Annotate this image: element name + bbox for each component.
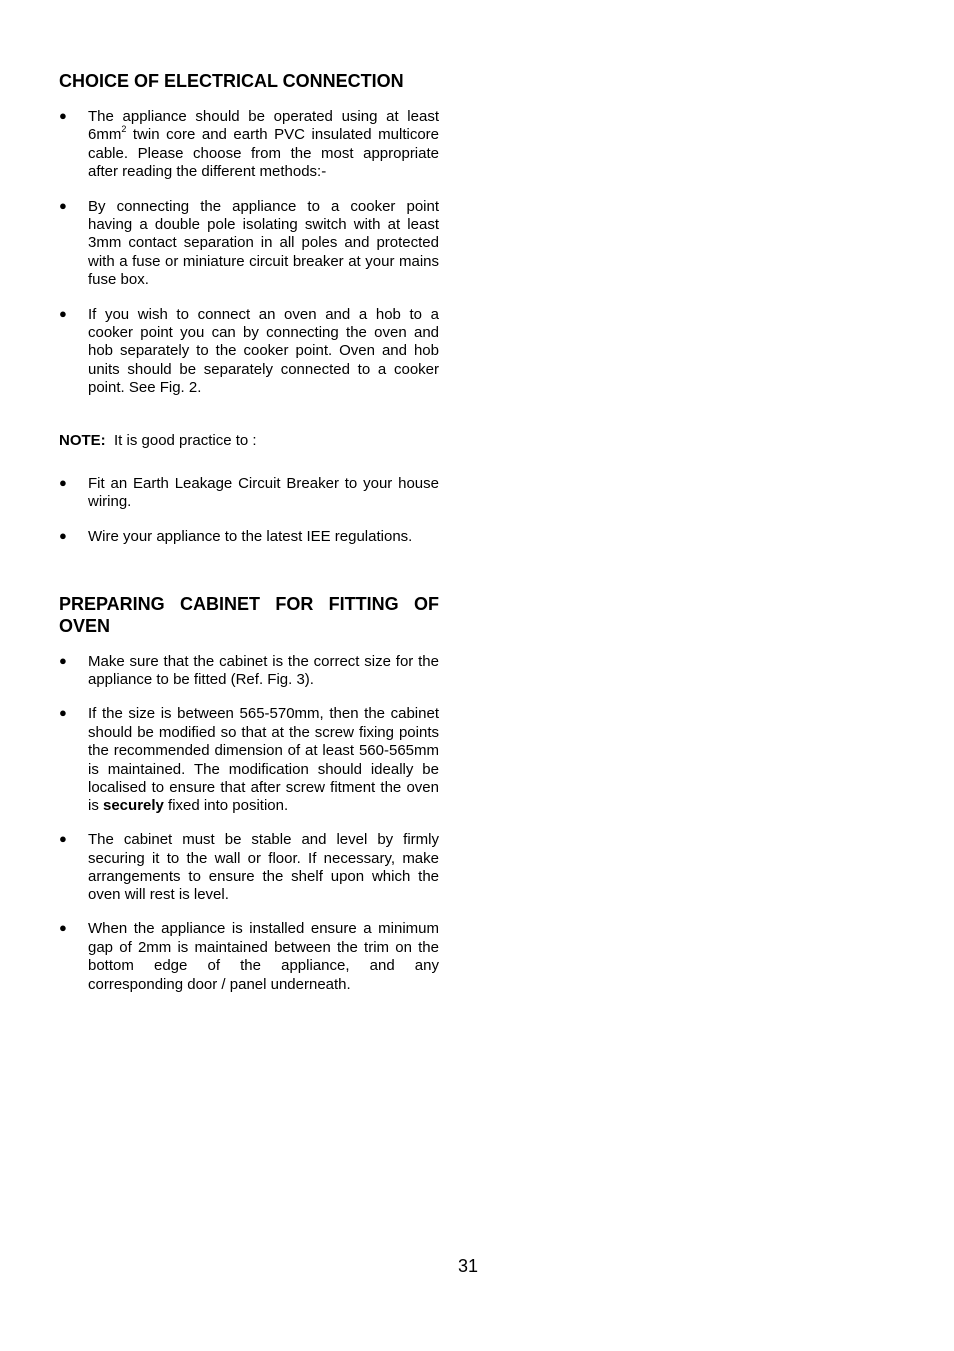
list-item	[59, 528, 439, 546]
bullet-icon: ●	[59, 108, 67, 123]
preparing-cabinet-list	[59, 653, 439, 994]
list-item-text: Make sure that the cabinet is the correct size for the appliance to be fitted (Ref. Fig. 3).	[88, 653, 439, 689]
section-heading-electrical-connection: CHOICE OF ELECTRICAL CONNECTION	[59, 71, 404, 91]
list-item	[59, 475, 439, 512]
superscript: 2	[121, 124, 127, 135]
note-paragraph	[59, 432, 257, 450]
list-item-text: By connecting the appliance to a cooker point having a double pole isolating switch with at least 3mm contact separation in all poles and protected with a fuse or miniature circuit breaker at your mains fuse box.	[88, 197, 439, 289]
bullet-icon: ●	[59, 475, 67, 490]
list-item	[59, 108, 439, 182]
list-item	[59, 831, 439, 905]
heading-line: PREPARING CABINET FOR FITTING OF	[59, 594, 439, 614]
bullet-icon: ●	[59, 527, 67, 543]
list-item-text: If the size is between 565-570mm, then the cabinet should be modified so that at the screw fixing points the recommended dimension of at least 560-565mm is maintained. The modification should ideally be localised to ensure that after screw fitment the oven is securely fixed into position.	[88, 705, 439, 815]
list-item-text: Fit an Earth Leakage Circuit Breaker to your house wiring.	[88, 475, 439, 511]
list-item	[59, 653, 439, 690]
heading-line: OVEN	[59, 616, 111, 636]
note-label: NOTE:	[59, 432, 106, 449]
list-item	[59, 198, 439, 290]
bullet-icon: ●	[59, 831, 67, 847]
bullet-icon: ●	[59, 920, 67, 936]
list-item	[59, 920, 439, 994]
emphasis: securely	[103, 797, 164, 815]
list-item-text: If you wish to connect an oven and a hob to a cooker point you can by connecting the oven and hob separately to the cooker point. Oven and hob units should be separately connected to a cooker point. See Fig. 2.	[88, 305, 439, 397]
section-heading-preparing-cabinet	[59, 593, 439, 637]
list-item-text: The cabinet must be stable and level by firmly securing it to the wall or floor. If necessary, make arrangements to ensure the shelf upon which the oven will rest is level.	[88, 831, 439, 904]
list-item	[59, 306, 439, 398]
electrical-connection-list	[59, 108, 439, 398]
good-practice-list	[59, 475, 439, 546]
bullet-icon: ●	[59, 305, 67, 321]
note-text: It is good practice to :	[105, 432, 257, 449]
list-item	[59, 705, 439, 815]
bullet-icon: ●	[59, 705, 67, 721]
list-item-text: The appliance should be operated using at least $6mm^2$ twin core and earth PVC insulated multicore cable. Please choose from the most appropriate after reading the different methods:-	[88, 108, 439, 181]
bullet-icon: ●	[59, 197, 67, 213]
page-number: 31	[457, 1256, 479, 1276]
list-item-text: Wire your appliance to the latest IEE regulations.	[88, 527, 413, 545]
bullet-icon: ●	[59, 653, 67, 668]
list-item-text: When the appliance is installed ensure a minimum gap of 2mm is maintained between the trim on the bottom edge of the appliance, and any corresponding door / panel underneath.	[88, 920, 439, 993]
